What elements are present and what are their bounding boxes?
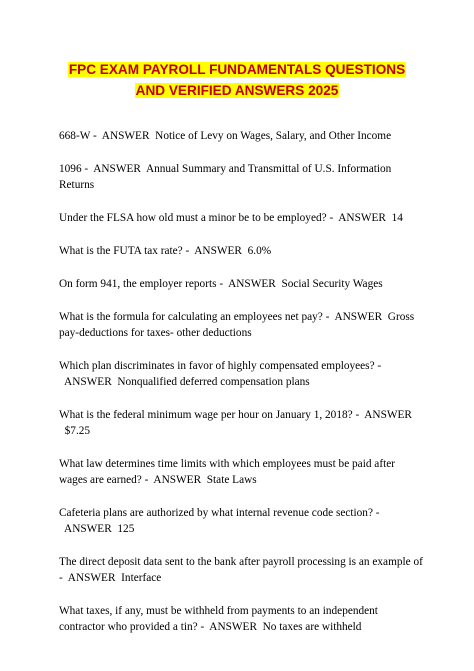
answer-text: State Laws — [206, 474, 257, 486]
qa-item — [59, 456, 425, 488]
answer-text: Nonqualified deferred compensation plans — [117, 376, 310, 388]
answer-text: No taxes are withheld — [262, 621, 362, 633]
question-answer-list — [59, 128, 425, 652]
answer-marker: ANSWER — [194, 245, 242, 257]
document-title — [0, 59, 474, 101]
answer-marker: ANSWER — [364, 409, 412, 421]
answer-marker: ANSWER — [93, 163, 141, 175]
question-text: What taxes, if any, must be withheld from payments to an independent contractor who provided a tin? - — [59, 605, 378, 633]
answer-text: Social Security Wages — [281, 278, 383, 290]
qa-item — [59, 276, 425, 292]
answer-text: Interface — [121, 572, 162, 584]
qa-item — [59, 210, 425, 226]
answer-text: 6.0% — [247, 245, 272, 257]
question-text: Under the FLSA how old must a minor be to be employed? - — [59, 212, 334, 224]
qa-item — [59, 243, 425, 259]
qa-item — [59, 128, 425, 144]
answer-marker: ANSWER — [67, 572, 116, 584]
qa-item — [59, 505, 425, 537]
question-text: What law determines time limits with which employees must be paid after wages are earned? - — [59, 458, 395, 486]
question-text: 1096 - — [59, 163, 89, 175]
question-text: On form 941, the employer reports - — [59, 278, 224, 290]
answer-text: $7.25 — [64, 425, 91, 437]
qa-item — [59, 358, 425, 390]
qa-item — [59, 407, 425, 439]
answer-marker: ANSWER — [64, 523, 112, 535]
answer-marker: ANSWER — [64, 376, 112, 388]
question-text: What is the FUTA tax rate? - — [59, 245, 190, 257]
answer-text: 14 — [391, 212, 403, 224]
question-text: 668-W - — [59, 130, 97, 142]
question-text: What is the federal minimum wage per hour on January 1, 2018? - — [59, 409, 360, 421]
answer-marker: ANSWER — [338, 212, 386, 224]
question-text: The direct deposit data sent to the bank after payroll processing is an example of - — [59, 556, 423, 584]
qa-item — [59, 554, 425, 586]
question-text: Which plan discriminates in favor of highly compensated employees? - — [59, 360, 382, 372]
answer-marker: ANSWER — [153, 474, 202, 486]
answer-marker: ANSWER — [228, 278, 276, 290]
question-text: What is the formula for calculating an employees net pay? - — [59, 311, 330, 323]
title-line-1: FPC EXAM PAYROLL FUNDAMENTALS QUESTIONS — [68, 62, 406, 77]
qa-item — [59, 309, 425, 341]
answer-text: Notice of Levy on Wages, Salary, and Other Income — [155, 130, 392, 142]
answer-text: Gross pay-deductions for taxes- other deductions — [59, 311, 415, 339]
qa-item — [59, 161, 425, 193]
qa-item — [59, 603, 425, 635]
answer-text: Annual Summary and Transmittal of U.S. Information Returns — [59, 163, 392, 191]
answer-marker: ANSWER — [101, 130, 150, 142]
answer-marker: ANSWER — [334, 311, 383, 323]
question-text: Cafeteria plans are authorized by what internal revenue code section? - — [59, 507, 380, 519]
answer-text: 125 — [117, 523, 135, 535]
answer-marker: ANSWER — [209, 621, 257, 633]
title-line-2: AND VERIFIED ANSWERS 2025 — [135, 83, 339, 98]
